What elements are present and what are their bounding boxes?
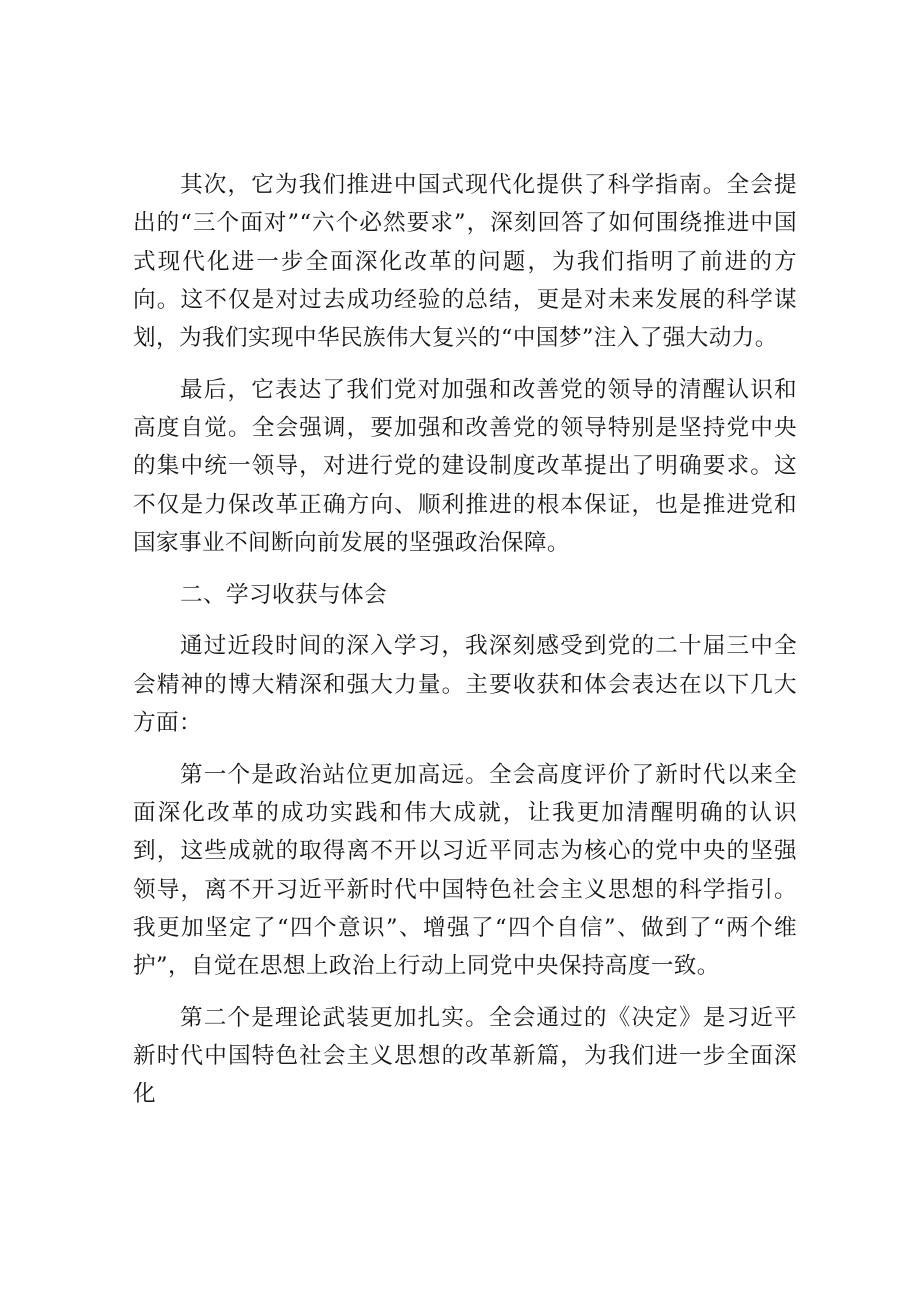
paragraph-theory: 第二个是理论武装更加扎实。全会通过的《决定》是习近平新时代中国特色社会主义思想的改革新篇，为我们进一步全面深化: [133, 1004, 797, 1108]
paragraph-political-stance: 第一个是政治站位更加高远。全会高度评价了新时代以来全面深化改革的成功实践和伟大成就，让我更加清醒明确的认识到，这些成就的取得离不开以习近平同志为核心的党中央的坚强领导，离不开习近平新时代中国特色社会主义思想的科学指引。我更加坚定了“四个意识”、增强了“四个自信”、做到了“两个维护”，自觉在思想上政治上行动上同党中央保持高度一致。: [133, 761, 797, 980]
section-heading: 二、学习收获与体会: [180, 581, 387, 608]
document-page: [133, 166, 797, 1114]
paragraph-guidance: 其次，它为我们推进中国式现代化提供了科学指南。全会提出的“三个面对”“六个必然要求”，深刻回答了如何围绕推进中国式现代化进一步全面深化改革的问题，为我们指明了前进的方向。这不仅是对过去成功经验的总结，更是对未来发展的科学谋划，为我们实现中华民族伟大复兴的“中国梦”注入了强大动力。: [133, 172, 797, 352]
paragraph-study-intro: 通过近段时间的深入学习，我深刻感受到党的二十届三中全会精神的博大精深和强大力量。主要收获和体会表达在以下几大方面：: [133, 633, 797, 737]
paragraph-leadership: 最后，它表达了我们党对加强和改善党的领导的清醒认识和高度自觉。全会强调，要加强和改善党的领导特别是坚持党中央的集中统一领导，对进行党的建设制度改革提出了明确要求。这不仅是力保改革正确方向、顺利推进的根本保证，也是推进党和国家事业不间断向前发展的坚强政治保障。: [133, 376, 797, 557]
